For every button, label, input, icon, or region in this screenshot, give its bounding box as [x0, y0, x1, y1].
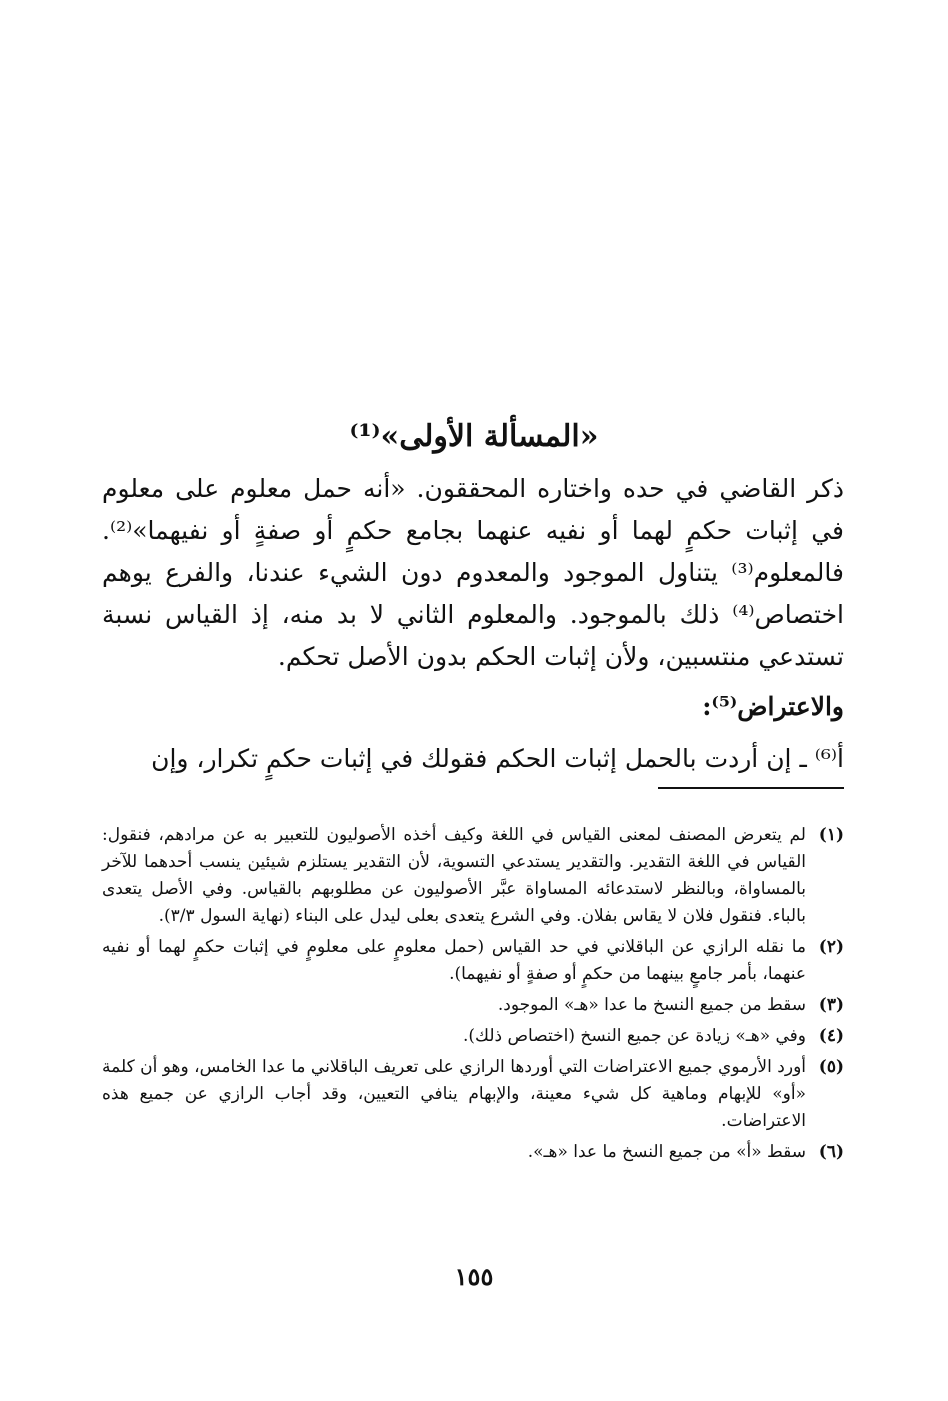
footnote-number: (٤) — [818, 1026, 844, 1046]
page-number: ١٥٥ — [454, 1262, 494, 1291]
section-title: «المسألة الأولى»⁽¹⁾ — [349, 419, 599, 454]
footnote-text: وفي «هـ» زيادة عن جميع النسخ (اختصاص ذلك). — [462, 1026, 806, 1046]
footnote-text: لم يتعرض المصنف لمعنى القياس في اللغة وكيف أخذه الأصوليون للتعبير به عن مرادهم، فنقول: القياس في اللغة التقدير. والتقدير يستدعي التسوية، لأن التقدير يستلزم شيئين ينسب أحدهما للآخر بالمساواة، وبالنظر لاستدعائه المساواة عبَّر الأصوليون عن مطلوبهم بالقياس. وفي الأصل يتعدى بالباء. فنقول فلان لا يقاس بفلان. وفي الشرع يتعدى بعلى ليدل على البناء (نهاية السول ٣/٣). — [102, 825, 806, 926]
footnote-text: سقط من جميع النسخ ما عدا «هـ» الموجود. — [497, 995, 806, 1015]
footnote-text: أورد الأرموي جميع الاعتراضات التي أوردها الرازي على تعريف الباقلاني ما عدا الخامس، وهو أن كلمة «أو» للإبهام وماهية كل شيء معينة، والإبهام ينافي التعيين، وقد أجاب الرازي عن جميع هذه الاعتراضات. — [102, 1057, 806, 1131]
footnote-4 — [102, 1023, 844, 1050]
footnote-6 — [102, 1139, 844, 1166]
footnote-5 — [102, 1054, 844, 1135]
footnote-text: ما نقله الرازي عن الباقلاني في حد القياس (حمل معلومٍ على معلومٍ في إثبات حكمٍ لهما أو نفيه عنهما، بأمر جامعٍ بينهما من حكمٍ أو صفةٍ أو نفيهما). — [102, 937, 806, 984]
footnote-number: (٢) — [818, 937, 844, 957]
footnote-number: (٣) — [818, 995, 844, 1015]
footnote-3 — [102, 992, 844, 1019]
footnotes — [102, 822, 844, 1170]
footnote-text: سقط «أ» من جميع النسخ ما عدا «هـ». — [527, 1142, 806, 1162]
footnote-2 — [102, 934, 844, 988]
footnote-number: (٦) — [818, 1142, 844, 1162]
footnote-number: (٥) — [818, 1057, 844, 1077]
body-paragraph-objection: أ⁽⁶⁾ ـ إن أردت بالحمل إثبات الحكم فقولك في إثبات حكمٍ تكرار، وإن — [151, 744, 844, 773]
footnote-separator — [658, 787, 844, 789]
body-paragraph-definition: ذكر القاضي في حده واختاره المحققون. «أنه حمل معلوم على معلوم في إثبات حكمٍ لهما أو نفيه عنهما بجامع حكمٍ أو صفةٍ أو نفيهما»⁽²⁾. فالمعلوم⁽³⁾ يتناول الموجود والمعدوم دون الشيء عندنا، والفرع يوهم اختصاص⁽⁴⁾ ذلك بالموجود. والمعلوم الثاني لا بد منه، إذ القياس نسبة تستدعي منتسبين، ولأن إثبات الحكم بدون الأصل تحكم. — [102, 474, 844, 671]
main-text — [102, 468, 844, 780]
footnote-number: (١) — [818, 825, 844, 845]
objection-heading: والاعتراض⁽⁵⁾: — [702, 692, 844, 721]
footnote-1 — [102, 822, 844, 930]
